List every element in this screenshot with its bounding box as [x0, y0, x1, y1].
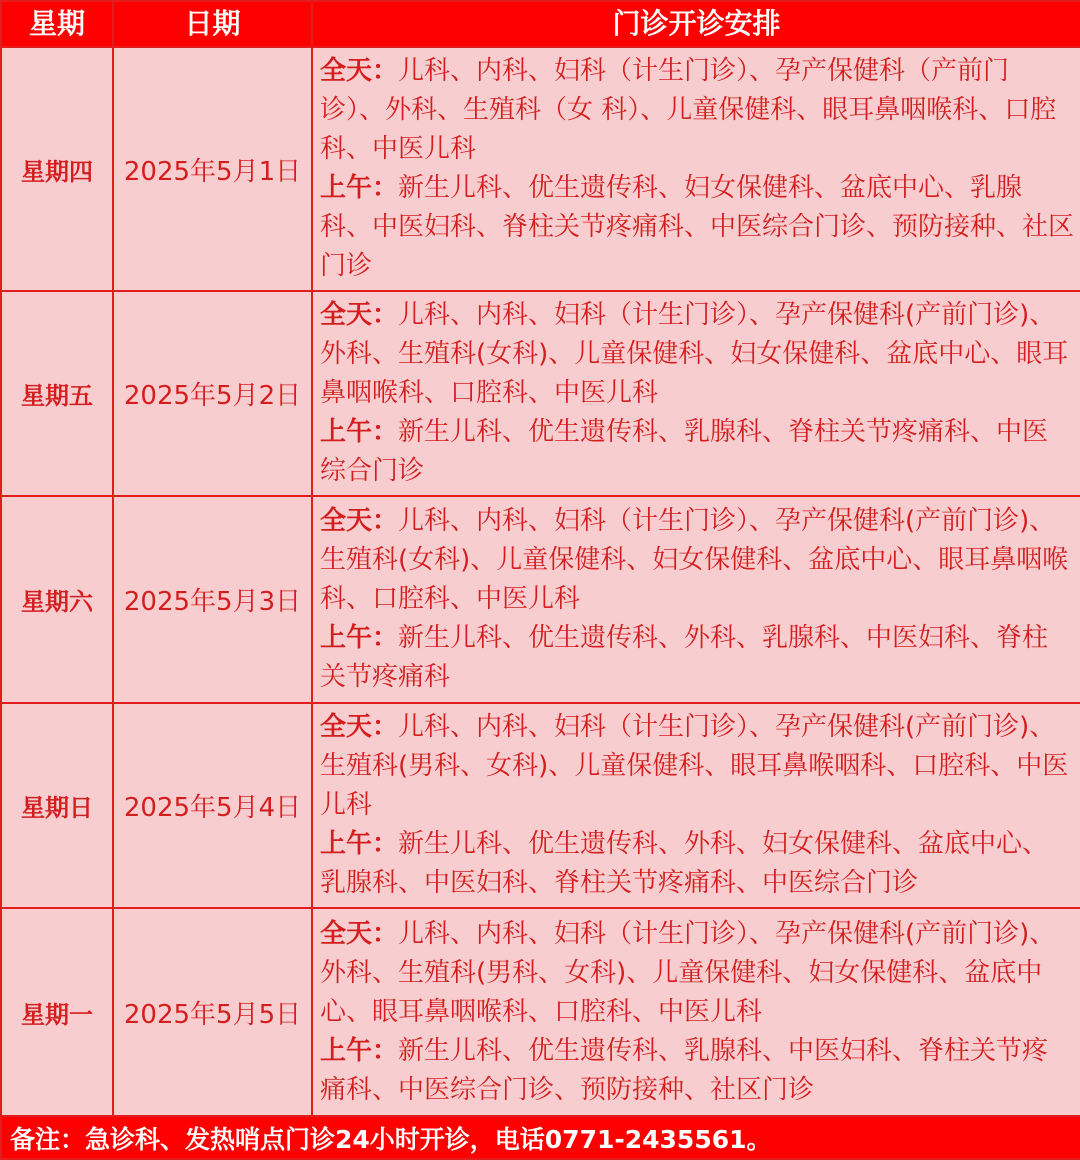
- table-row: [1, 47, 1080, 291]
- schedule-cell: [312, 291, 1080, 496]
- weekday-cell: 星期日: [1, 703, 113, 908]
- morning-departments: 新生儿科、优生遗传科、乳腺科、脊柱关节疼痛科、中医综合门诊: [320, 417, 1049, 486]
- header-weekday: 星期: [1, 1, 113, 47]
- morning-label: 上午：: [320, 1035, 399, 1066]
- full-day-line: [320, 915, 1074, 1032]
- date-cell: 2025年5月1日: [113, 47, 312, 291]
- note-row: [1, 1116, 1080, 1159]
- full-day-line: [320, 296, 1074, 413]
- weekday-cell: 星期四: [1, 47, 113, 291]
- morning-line: [320, 169, 1074, 286]
- morning-line: [320, 619, 1074, 697]
- table-row: [1, 496, 1080, 703]
- schedule-cell: [312, 47, 1080, 291]
- morning-departments: 新生儿科、优生遗传科、外科、乳腺科、中医妇科、脊柱关节疼痛科: [320, 623, 1049, 692]
- morning-line: [320, 825, 1074, 903]
- table-row: [1, 291, 1080, 496]
- date-cell: 2025年5月4日: [113, 703, 312, 908]
- weekday-cell: 星期五: [1, 291, 113, 496]
- full-day-label: 全天：: [320, 918, 399, 949]
- date-cell: 2025年5月3日: [113, 496, 312, 703]
- note-text: 备注：急诊科、发热哨点门诊24小时开诊，电话0771-2435561。: [1, 1116, 1080, 1159]
- full-day-departments: 儿科、内科、妇科（计生门诊）、孕产保健科(产前门诊)、生殖科(男科、女科)、儿童保健科、眼耳鼻喉咽科、口腔科、中医儿科: [320, 712, 1069, 820]
- full-day-label: 全天：: [320, 300, 399, 330]
- schedule-cell: [312, 908, 1080, 1116]
- header-schedule: 门诊开诊安排: [312, 1, 1080, 47]
- morning-departments: 新生儿科、优生遗传科、乳腺科、中医妇科、脊柱关节疼痛科、中医综合门诊、预防接种、社区门诊: [320, 1035, 1049, 1105]
- table-row: [1, 908, 1080, 1116]
- morning-label: 上午：: [320, 173, 399, 203]
- header-row: [1, 1, 1080, 47]
- weekday-cell: 星期一: [1, 908, 113, 1116]
- morning-departments: 新生儿科、优生遗传科、外科、妇女保健科、盆底中心、乳腺科、中医妇科、脊柱关节疼痛科、中医综合门诊: [320, 829, 1049, 898]
- schedule-cell: [312, 496, 1080, 703]
- morning-label: 上午：: [320, 829, 399, 859]
- full-day-departments: 儿科、内科、妇科（计生门诊）、孕产保健科(产前门诊)、外科、生殖科(男科、女科)、儿童保健科、妇女保健科、盆底中心、眼耳鼻咽喉科、口腔科、中医儿科: [320, 918, 1056, 1027]
- date-cell: 2025年5月2日: [113, 291, 312, 496]
- full-day-line: [320, 502, 1074, 619]
- date-cell: 2025年5月5日: [113, 908, 312, 1116]
- full-day-departments: 儿科、内科、妇科（计生门诊）、孕产保健科(产前门诊)、生殖科(女科)、儿童保健科、妇女保健科、盆底中心、眼耳鼻咽喉科、口腔科、中医儿科: [320, 506, 1069, 614]
- full-day-departments: 儿科、内科、妇科（计生门诊）、孕产保健科（产前门诊）、外科、生殖科（女 科）、儿童保健科、眼耳鼻咽喉科、口腔科、中医儿科: [320, 56, 1057, 164]
- table-row: [1, 703, 1080, 908]
- full-day-label: 全天：: [320, 56, 399, 86]
- full-day-line: [320, 52, 1074, 169]
- full-day-line: [320, 708, 1074, 825]
- morning-line: [320, 1032, 1074, 1110]
- schedule-cell: [312, 703, 1080, 908]
- full-day-label: 全天：: [320, 506, 399, 536]
- full-day-label: 全天：: [320, 712, 399, 742]
- morning-label: 上午：: [320, 623, 399, 653]
- weekday-cell: 星期六: [1, 496, 113, 703]
- morning-label: 上午：: [320, 417, 399, 447]
- morning-departments: 新生儿科、优生遗传科、妇女保健科、盆底中心、乳腺科、中医妇科、脊柱关节疼痛科、中医综合门诊、预防接种、社区门诊: [320, 173, 1075, 281]
- morning-line: [320, 413, 1074, 491]
- full-day-departments: 儿科、内科、妇科（计生门诊）、孕产保健科(产前门诊)、外科、生殖科(女科)、儿童保健科、妇女保健科、盆底中心、眼耳鼻咽喉科、口腔科、中医儿科: [320, 300, 1069, 408]
- header-date: 日期: [113, 1, 312, 47]
